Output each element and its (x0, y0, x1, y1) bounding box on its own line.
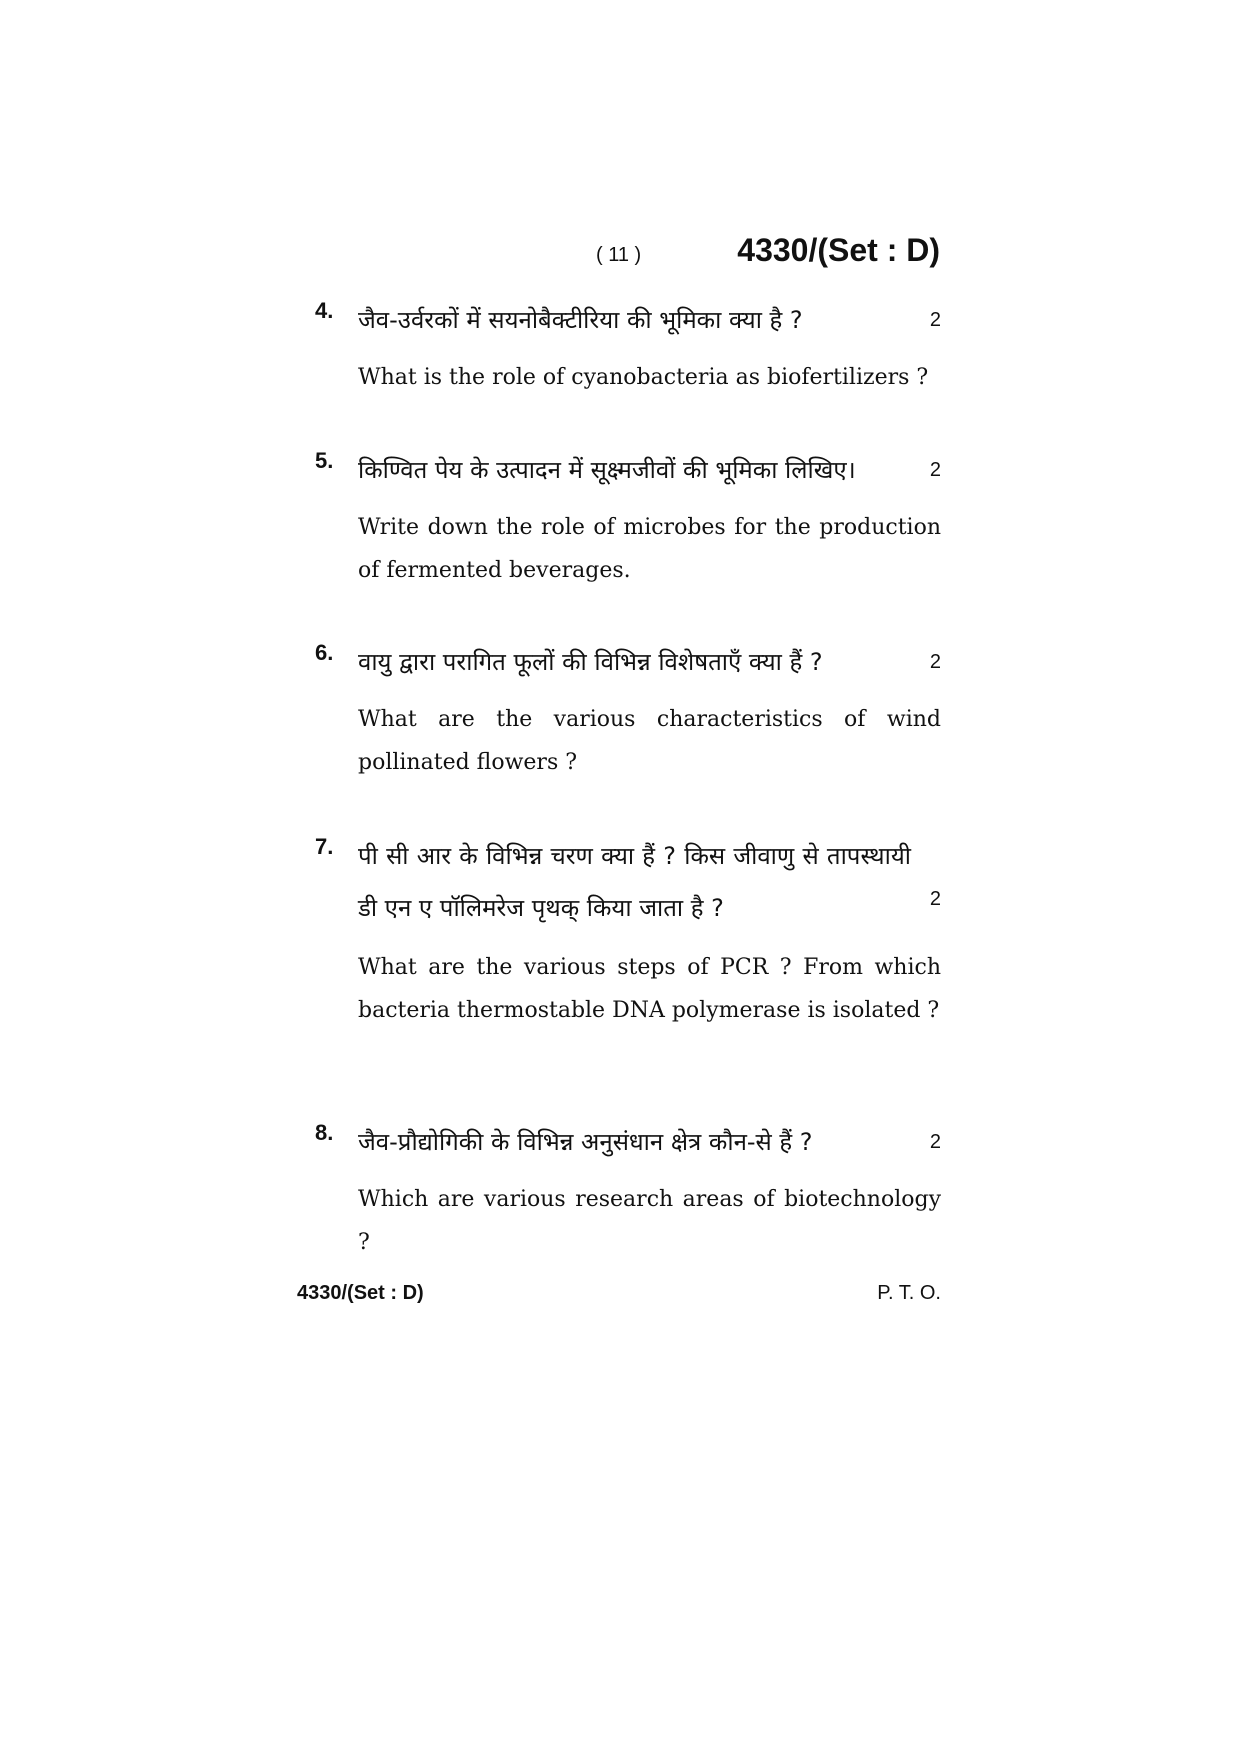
question-hindi: पी सी आर के विभिन्न चरण क्या हैं ? किस जीवाणु से तापस्थायी डी एन ए पॉलिमरेज पृथक् किया जाता है ? (358, 842, 911, 922)
paper-code-header: 4330/(Set : D) (737, 232, 940, 268)
question-english-text: What are the various characteristics of wind pollinated flowers ? (358, 707, 941, 775)
question-marks: 2 (929, 459, 941, 481)
page-header (300, 232, 940, 282)
question-marks: 2 (929, 888, 941, 910)
page-number: ( 11 ) (596, 244, 642, 266)
question-english-text: Which are various research areas of biotechnology ? (358, 1187, 941, 1255)
question-hindi: जैव-उर्वरकों में सयनोबैक्टीरिया की भूमिका क्या है ? (358, 306, 803, 334)
question-hindi: किण्वित पेय के उत्पादन में सूक्ष्मजीवों की भूमिका लिखिए। (358, 456, 856, 484)
question-number: 5. (315, 448, 334, 473)
question-hindi: जैव-प्रौद्योगिकी के विभिन्न अनुसंधान क्षेत्र कौन-से हैं ? (358, 1128, 813, 1156)
question-hindi-text (358, 830, 941, 934)
please-turn-over: P. T. O. (877, 1282, 941, 1304)
question-number: 6. (315, 640, 334, 665)
question-english-text: What are the various steps of PCR ? From which bacteria thermostable DNA polymerase is isolated ? (358, 955, 941, 1023)
question-hindi-text (358, 636, 941, 688)
question-hindi-text (358, 1116, 941, 1168)
question-hindi: वायु द्वारा परागित फूलों की विभिन्न विशेषताएँ क्या हैं ? (358, 648, 823, 676)
page-footer (297, 1282, 941, 1312)
question-english-text: Write down the role of microbes for the production of fermented beverages. (358, 515, 941, 583)
question-marks: 2 (929, 309, 941, 331)
question-hindi-text (358, 294, 941, 346)
question-number: 8. (315, 1120, 334, 1145)
paper-code-footer: 4330/(Set : D) (297, 1282, 424, 1304)
question-number: 4. (315, 298, 334, 323)
question-number: 7. (315, 834, 334, 859)
question-marks: 2 (929, 651, 941, 673)
question-english-text: What is the role of cyanobacteria as biofertilizers ? (358, 365, 929, 390)
question-marks: 2 (929, 1131, 941, 1153)
question-hindi-text (358, 444, 941, 496)
